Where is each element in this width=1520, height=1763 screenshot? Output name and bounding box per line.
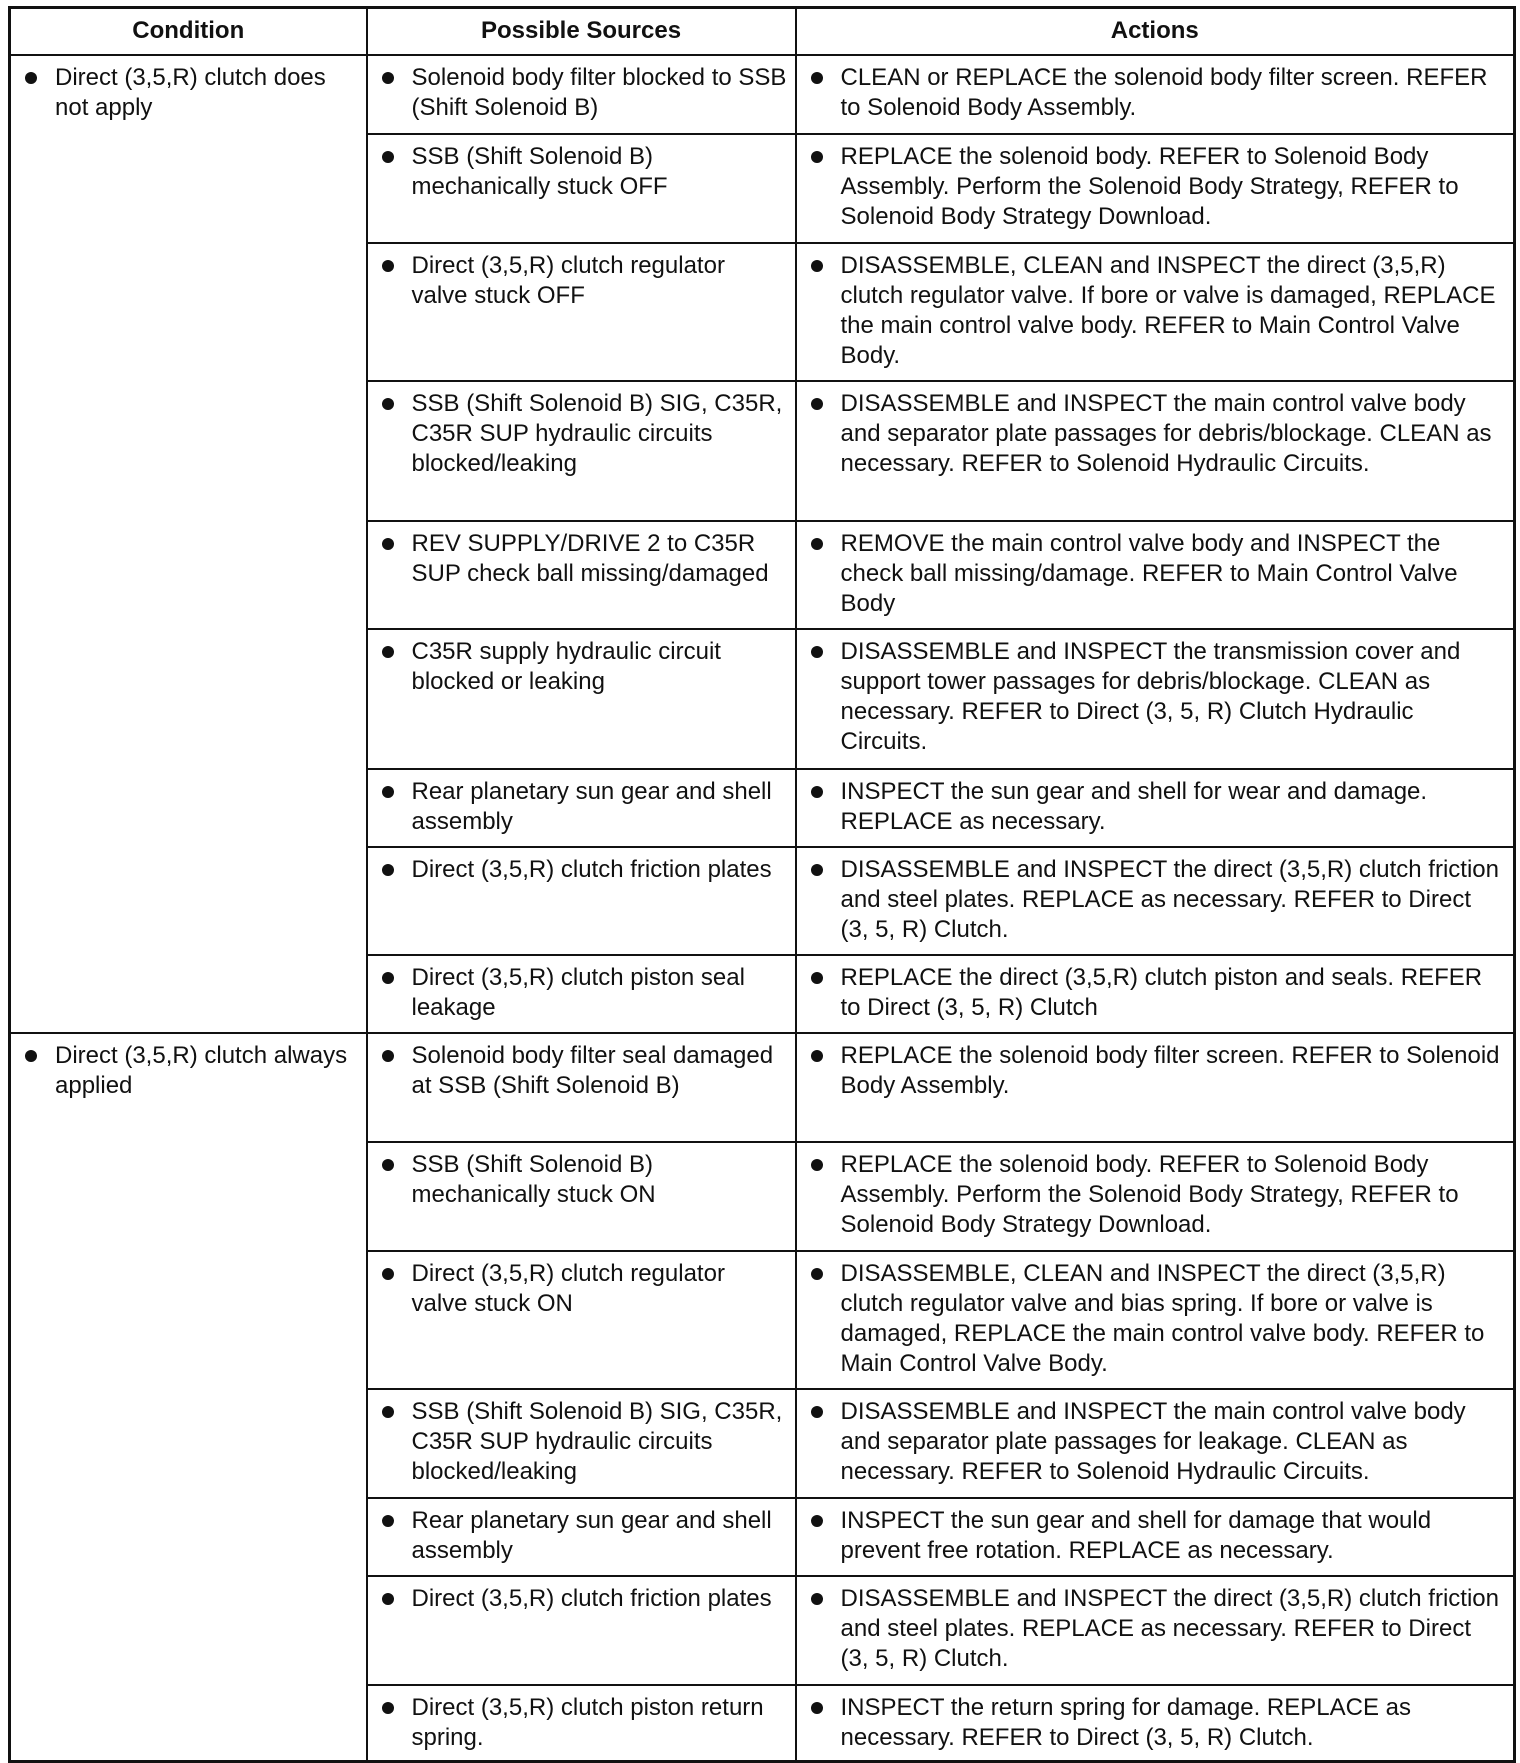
- source-text: Direct (3,5,R) clutch friction plates: [376, 855, 787, 885]
- action-cell: [796, 1033, 1515, 1142]
- source-text: Direct (3,5,R) clutch friction plates: [376, 1584, 787, 1614]
- source-text: Solenoid body filter blocked to SSB (Shift Solenoid B): [376, 63, 787, 123]
- condition-text: Direct (3,5,R) clutch always applied: [19, 1041, 358, 1101]
- header-row: [10, 8, 1515, 55]
- actions-header: Actions: [796, 8, 1515, 55]
- action-cell: [796, 134, 1515, 243]
- source-cell: [367, 1251, 796, 1389]
- source-cell: [367, 381, 796, 521]
- source-text: SSB (Shift Solenoid B) mechanically stuck ON: [376, 1150, 787, 1210]
- action-text: DISASSEMBLE and INSPECT the main control valve body and separator plate passages for debris/blockage. CLEAN as necessary. REFER to Solenoid Hydraulic Circuits.: [805, 389, 1506, 479]
- source-text: Direct (3,5,R) clutch regulator valve stuck ON: [376, 1259, 787, 1319]
- condition-header: Condition: [10, 8, 367, 55]
- action-text: DISASSEMBLE and INSPECT the main control valve body and separator plate passages for leakage. CLEAN as necessary. REFER to Solenoid Hydraulic Circuits.: [805, 1397, 1506, 1487]
- source-cell: [367, 847, 796, 955]
- action-text: DISASSEMBLE, CLEAN and INSPECT the direct (3,5,R) clutch regulator valve. If bore or valve is damaged, REPLACE the main control valve body. REFER to Main Control Valve Body.: [805, 251, 1506, 371]
- table-row: [10, 1033, 1515, 1142]
- source-text: SSB (Shift Solenoid B) SIG, C35R, C35R SUP hydraulic circuits blocked/leaking: [376, 389, 787, 479]
- action-text: INSPECT the sun gear and shell for wear and damage. REPLACE as necessary.: [805, 777, 1506, 837]
- source-text: Rear planetary sun gear and shell assembly: [376, 1506, 787, 1566]
- action-text: REPLACE the solenoid body. REFER to Solenoid Body Assembly. Perform the Solenoid Body Strategy, REFER to Solenoid Body Strategy Download.: [805, 1150, 1506, 1240]
- action-cell: [796, 769, 1515, 847]
- action-cell: [796, 955, 1515, 1033]
- source-text: C35R supply hydraulic circuit blocked or leaking: [376, 637, 787, 697]
- action-text: CLEAN or REPLACE the solenoid body filter screen. REFER to Solenoid Body Assembly.: [805, 63, 1506, 123]
- action-text: REPLACE the solenoid body filter screen. REFER to Solenoid Body Assembly.: [805, 1041, 1506, 1101]
- action-cell: [796, 1142, 1515, 1251]
- source-text: Solenoid body filter seal damaged at SSB (Shift Solenoid B): [376, 1041, 787, 1101]
- diagnosis-table: [8, 6, 1516, 1763]
- condition-text: Direct (3,5,R) clutch does not apply: [19, 63, 358, 123]
- condition-cell: [10, 1033, 367, 1762]
- action-cell: [796, 243, 1515, 381]
- source-cell: [367, 521, 796, 629]
- source-cell: [367, 243, 796, 381]
- source-cell: [367, 55, 796, 134]
- source-text: SSB (Shift Solenoid B) mechanically stuck OFF: [376, 142, 787, 202]
- action-text: DISASSEMBLE and INSPECT the transmission cover and support tower passages for debris/blockage. CLEAN as necessary. REFER to Direct (3, 5, R) Clutch Hydraulic Circuits.: [805, 637, 1506, 757]
- source-cell: [367, 1685, 796, 1762]
- action-text: REMOVE the main control valve body and INSPECT the check ball missing/damage. REFER to Main Control Valve Body: [805, 529, 1506, 619]
- source-text: Direct (3,5,R) clutch piston return spring.: [376, 1693, 787, 1753]
- action-text: INSPECT the sun gear and shell for damage that would prevent free rotation. REPLACE as necessary.: [805, 1506, 1506, 1566]
- source-cell: [367, 955, 796, 1033]
- action-cell: [796, 381, 1515, 521]
- source-cell: [367, 1033, 796, 1142]
- source-text: Direct (3,5,R) clutch regulator valve stuck OFF: [376, 251, 787, 311]
- source-text: Direct (3,5,R) clutch piston seal leakage: [376, 963, 787, 1023]
- action-text: REPLACE the solenoid body. REFER to Solenoid Body Assembly. Perform the Solenoid Body Strategy, REFER to Solenoid Body Strategy Download.: [805, 142, 1506, 232]
- action-text: INSPECT the return spring for damage. REPLACE as necessary. REFER to Direct (3, 5, R) Clutch.: [805, 1693, 1506, 1753]
- source-cell: [367, 1142, 796, 1251]
- action-text: DISASSEMBLE and INSPECT the direct (3,5,R) clutch friction and steel plates. REPLACE as necessary. REFER to Direct (3, 5, R) Clutch.: [805, 855, 1506, 945]
- source-text: Rear planetary sun gear and shell assembly: [376, 777, 787, 837]
- source-text: SSB (Shift Solenoid B) SIG, C35R, C35R SUP hydraulic circuits blocked/leaking: [376, 1397, 787, 1487]
- source-cell: [367, 629, 796, 769]
- source-cell: [367, 1576, 796, 1685]
- condition-cell: [10, 55, 367, 1033]
- possible-sources-header: Possible Sources: [367, 8, 796, 55]
- source-cell: [367, 1498, 796, 1576]
- source-cell: [367, 769, 796, 847]
- action-cell: [796, 521, 1515, 629]
- action-cell: [796, 1685, 1515, 1762]
- action-cell: [796, 1498, 1515, 1576]
- action-cell: [796, 55, 1515, 134]
- source-cell: [367, 1389, 796, 1498]
- table-row: [10, 55, 1515, 134]
- source-text: REV SUPPLY/DRIVE 2 to C35R SUP check ball missing/damaged: [376, 529, 787, 589]
- action-cell: [796, 1389, 1515, 1498]
- action-text: DISASSEMBLE and INSPECT the direct (3,5,R) clutch friction and steel plates. REPLACE as necessary. REFER to Direct (3, 5, R) Clutch.: [805, 1584, 1506, 1674]
- action-cell: [796, 1576, 1515, 1685]
- action-cell: [796, 1251, 1515, 1389]
- action-cell: [796, 629, 1515, 769]
- action-text: DISASSEMBLE, CLEAN and INSPECT the direct (3,5,R) clutch regulator valve and bias spring. If bore or valve is damaged, REPLACE the main control valve body. REFER to Main Control Valve Body.: [805, 1259, 1506, 1379]
- action-text: REPLACE the direct (3,5,R) clutch piston and seals. REFER to Direct (3, 5, R) Clutch: [805, 963, 1506, 1023]
- source-cell: [367, 134, 796, 243]
- action-cell: [796, 847, 1515, 955]
